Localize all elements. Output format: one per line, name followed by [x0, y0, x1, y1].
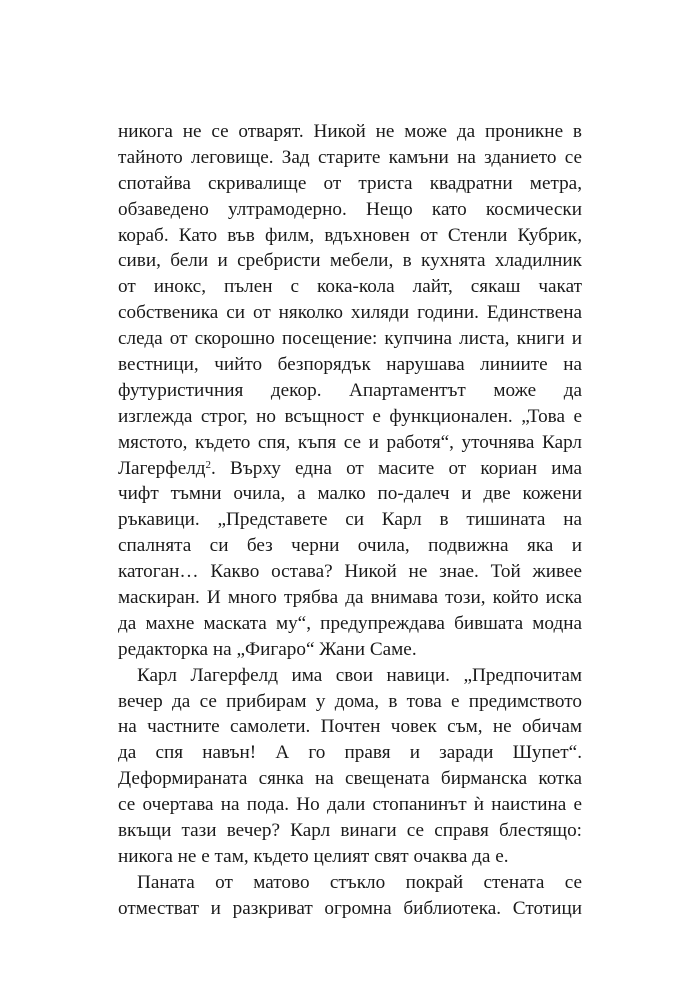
text-line: обзаведено ултрамодерно. Нещо като космически: [118, 198, 582, 220]
text-line: вечер да се прибирам у дома, в това е предимството: [118, 690, 582, 712]
text-line: на частните самолети. Почтен човек съм, не обичам: [118, 716, 582, 738]
body-text: [118, 119, 582, 922]
text-line: сиви, бели и сребристи мебели, в кухнята хладилник: [118, 250, 582, 272]
text-line: никога не се отварят. Никой не може да проникне в: [118, 121, 582, 142]
text-line: чифт тъмни очила, а малко по-далеч и две кожени: [118, 483, 582, 505]
footnote-line-after: . Върху една от масите от кориан има: [211, 457, 582, 479]
text-line: мястото, където спя, къпя се и работя“, уточнява Карл: [118, 431, 582, 453]
text-line: вкъщи тази вечер? Карл винаги се справя блестящо:: [118, 820, 582, 842]
text-line: следа от скорошно посещение: купчина листа, книги и: [118, 328, 582, 350]
text-line: да спя навън! А го правя и заради Шупет“.: [118, 742, 582, 764]
text-line: да махне маската му“, предупреждава бившата модна: [118, 612, 582, 634]
text-line: кораб. Като във филм, вдъхновен от Стенли Кубрик,: [118, 224, 582, 246]
footnote-marker[interactable]: 2: [205, 458, 212, 471]
text-line-with-footnote: [118, 456, 582, 482]
text-line: ръкавици. „Представете си Карл в тишината на: [118, 509, 582, 531]
paragraph-first-line: Карл Лагерфелд има свои навици. „Предпочитам: [137, 664, 582, 686]
text-line: спотайва скривалище от триста квадратни метра,: [118, 172, 582, 194]
text-line: футуристичния декор. Апартаментът може да: [118, 379, 582, 401]
text-line: отместват и разкриват огромна библиотека. Стотици: [118, 897, 582, 919]
text-line: вестници, чийто безпорядък нарушава линиите на: [118, 354, 582, 376]
text-line: от инокс, пълен с кока-кола лайт, сякаш чакат: [118, 276, 582, 298]
text-line: собственика си от няколко хиляди години. Единствена: [118, 302, 582, 324]
footnote-line-before: Лагерфелд: [118, 457, 206, 479]
text-line: тайното леговище. Зад старите камъни на зданието се: [118, 146, 582, 168]
text-line: маскиран. И много трябва да внимава този, който иска: [118, 587, 582, 609]
text-line: редакторка на „Фигаро“ Жани Саме.: [118, 638, 417, 660]
text-line: никога не е там, където целият свят очаква да е.: [118, 845, 509, 867]
text-line: изглежда строг, но всъщност е функционален. „Това е: [118, 405, 582, 427]
text-line: спалнята си без черни очила, подвижна яка и: [118, 535, 582, 557]
text-line: катоган… Какво остава? Никой не знае. Той живее: [118, 561, 582, 583]
text-line: се очертава на пода. Но дали стопанинът ѝ наистина е: [118, 794, 582, 816]
text-line: Деформираната сянка на свещената бирманска котка: [118, 768, 582, 790]
paragraph-first-line: Паната от матово стъкло покрай стената се: [137, 871, 582, 893]
